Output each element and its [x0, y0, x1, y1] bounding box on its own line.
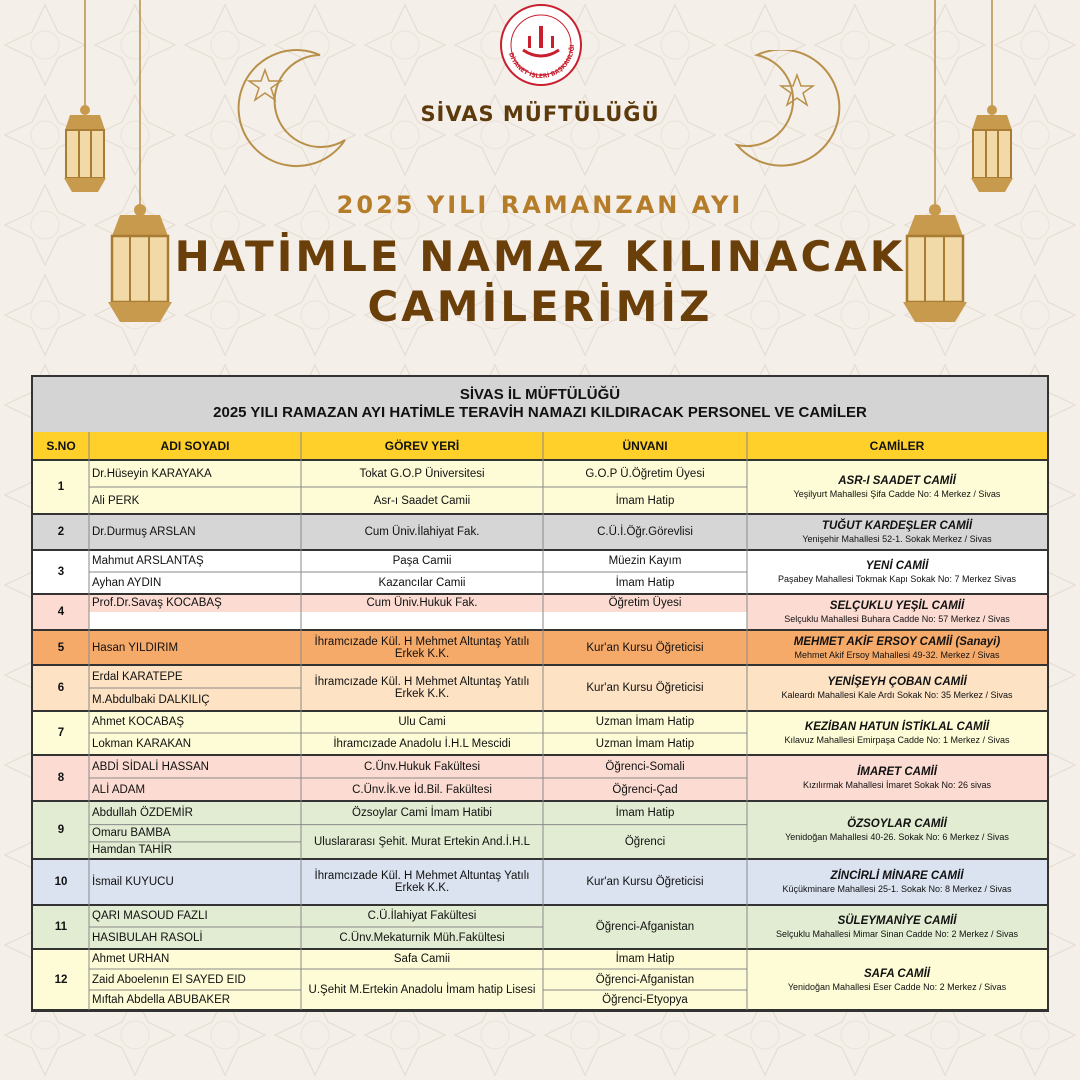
duty-place: Kazancılar Camii — [301, 572, 543, 594]
person-name: Prof.Dr.Savaş KOCABAŞ — [89, 594, 301, 612]
mosque-name: KEZİBAN HATUN İSTİKLAL CAMİİ — [804, 721, 990, 733]
diyanet-logo — [498, 2, 584, 88]
header-mosques: CAMİLER — [747, 432, 1047, 460]
duty-place: C.Ü.İlahiyat Fakültesi — [301, 905, 543, 927]
duty-place: Cum Üniv.İlahiyat Fak. — [301, 514, 543, 550]
job-title: Öğretim Üyesi — [543, 594, 747, 612]
job-title: İmam Hatip — [543, 487, 747, 514]
page-title-line-2: CAMİLERİMİZ — [367, 282, 713, 331]
mosque-cell — [747, 630, 1047, 665]
duty-place: C.Ünv.Hukuk Fakültesi — [301, 755, 543, 778]
mosque-address: Paşabey Mahallesi Tokmak Kapı Sokak No: 7 Merkez Sivas — [778, 574, 1016, 584]
person-name: Ahmet KOCABAŞ — [89, 711, 301, 733]
person-name: Zaid Aboelenın El SAYED EID — [89, 969, 301, 990]
mosque-name: MEHMET AKİF ERSOY CAMİİ (Sanayi) — [793, 635, 1001, 648]
subtitle: 2025 YILI RAMANZAN AYI — [336, 191, 744, 219]
row-number: 8 — [33, 755, 89, 801]
header-place: GÖREV YERİ — [301, 432, 543, 460]
mosque-cell — [747, 711, 1047, 755]
page-title-line-1: HATİMLE NAMAZ KILINACAK — [174, 232, 906, 281]
job-title: Uzman İmam Hatip — [543, 711, 747, 733]
job-title: C.Ü.İ.Öğr.Görevlisi — [543, 514, 747, 550]
row-number: 5 — [33, 630, 89, 665]
mosque-name: YENİŞEYH ÇOBAN CAMİİ — [827, 676, 967, 688]
mosque-cell — [747, 514, 1047, 550]
duty-place: İhramcızade Kül. H Mehmet Altuntaş Yatılı Erkek K.K. — [301, 630, 543, 665]
person-name: Lokman KARAKAN — [89, 733, 301, 755]
mosque-name: TUĞUT KARDEŞLER CAMİİ — [821, 520, 973, 532]
header-sno: S.NO — [33, 432, 89, 460]
person-name: HASIBULAH RASOLİ — [89, 927, 301, 949]
duty-place: Paşa Camii — [301, 550, 543, 572]
mosque-address: Kılavuz Mahallesi Emirpaşa Cadde No: 1 Merkez / Sivas — [784, 735, 1010, 745]
job-title: Öğrenci-Afganistan — [543, 905, 747, 949]
person-name: Dr.Durmuş ARSLAN — [89, 514, 301, 550]
svg-text:DİYANET İŞLERİ BAŞKANLIĞI: DİYANET İŞLERİ BAŞKANLIĞI — [507, 44, 577, 81]
duty-place: İhramcızade Anadolu İ.H.L Mescidi — [301, 733, 543, 755]
person-name: Hasan YILDIRIM — [89, 630, 301, 665]
table-title-line-2: 2025 YILI RAMAZAN AYI HATİMLE TERAVİH NAMAZI KILDIRACAK PERSONEL VE CAMİLER — [213, 404, 867, 421]
mosque-name: ASR-I SAADET CAMİİ — [838, 475, 956, 487]
mosque-name: ÖZSOYLAR CAMİİ — [847, 818, 947, 830]
mosque-cell — [747, 594, 1047, 630]
mosque-address: Selçuklu Mahallesi Mimar Sinan Cadde No: 2 Merkez / Sivas — [775, 929, 1019, 939]
row-number: 4 — [33, 594, 89, 630]
mosque-cell — [747, 949, 1047, 1010]
mosque-address: Yenidoğan Mahallesi Eser Cadde No: 2 Merkez / Sivas — [787, 981, 1007, 992]
duty-place: İhramcızade Kül. H Mehmet Altuntaş Yatılı Erkek K.K. — [301, 859, 543, 905]
person-name: M.Abdulbaki DALKILIÇ — [89, 688, 301, 711]
job-title: Öğrenci-Etyopya — [543, 990, 747, 1010]
duty-place: Özsoylar Cami İmam Hatibi — [301, 801, 543, 825]
person-name: İsmail KUYUCU — [89, 859, 301, 905]
mosque-address: Selçuklu Mahallesi Buhara Cadde No: 57 Merkez / Sivas — [784, 614, 1010, 624]
header-name: ADI SOYADI — [89, 432, 301, 460]
job-title: Öğrenci-Somali — [543, 755, 747, 778]
mosque-address: Kızılırmak Mahallesi İmaret Sokak No: 26 sivas — [802, 780, 992, 790]
job-title: Öğrenci-Çad — [543, 778, 747, 801]
header-title: ÜNVANI — [543, 432, 747, 460]
row-number: 10 — [33, 859, 89, 905]
person-name: Abdullah ÖZDEMİR — [89, 801, 301, 825]
person-name: Erdal KARATEPE — [89, 665, 301, 688]
job-title: İmam Hatip — [543, 572, 747, 594]
duty-place: Asr-ı Saadet Camii — [301, 487, 543, 514]
job-title: Müezin Kayım — [543, 550, 747, 572]
person-name: Dr.Hüseyin KARAYAKA — [89, 460, 301, 487]
job-title: Kur'an Kursu Öğreticisi — [543, 630, 747, 665]
job-title: Öğrenci-Afganistan — [543, 969, 747, 990]
job-title: Kur'an Kursu Öğreticisi — [543, 665, 747, 711]
row-number: 12 — [33, 949, 89, 1010]
mosque-name: ZİNCİRLİ MİNARE CAMİİ — [830, 870, 964, 882]
person-name: Mıftah Abdella ABUBAKER — [89, 990, 301, 1010]
mosque-cell — [747, 755, 1047, 801]
duty-place: İhramcızade Kül. H Mehmet Altuntaş Yatılı Erkek K.K. — [301, 665, 543, 711]
row-number: 6 — [33, 665, 89, 711]
mosque-name: SAFA CAMİİ — [863, 967, 931, 980]
mosque-name: YENİ CAMİİ — [865, 560, 929, 572]
job-title: Uzman İmam Hatip — [543, 733, 747, 755]
duty-place: Safa Camii — [301, 949, 543, 969]
mosque-address: Küçükminare Mahallesi 25-1. Sokak No: 8 Merkez / Sivas — [782, 884, 1012, 894]
personnel-table — [31, 375, 1049, 1012]
job-title: İmam Hatip — [543, 949, 747, 969]
job-title: İmam Hatip — [543, 801, 747, 825]
duty-place: Uluslararası Şehit. Murat Ertekin And.İ.H.L — [301, 825, 543, 859]
table-title — [33, 377, 1047, 434]
mosque-name: İMARET CAMİİ — [857, 766, 937, 778]
row-number: 7 — [33, 711, 89, 755]
mosque-cell — [747, 665, 1047, 711]
duty-place: Ulu Cami — [301, 711, 543, 733]
duty-place: C.Ünv.İk.ve İd.Bil. Fakültesi — [301, 778, 543, 801]
person-name: QARI MASOUD FAZLI — [89, 905, 301, 927]
person-name: Ahmet URHAN — [89, 949, 301, 969]
person-name: Ali PERK — [89, 487, 301, 514]
mosque-address: Kaleardı Mahallesi Kale Ardı Sokak No: 35 Merkez / Sivas — [781, 690, 1013, 700]
mosque-address: Yenişehir Mahallesi 52-1. Sokak Merkez / Sivas — [802, 534, 992, 544]
mosque-name: SELÇUKLU YEŞİL CAMİİ — [829, 600, 965, 612]
table-title-line-1: SİVAS İL MÜFTÜLÜĞÜ — [459, 386, 621, 403]
person-name: Omaru BAMBA — [89, 825, 301, 842]
mosque-address: Yeşilyurt Mahallesi Şifa Cadde No: 4 Merkez / Sivas — [793, 489, 1001, 499]
organization-name: SİVAS MÜFTÜLÜĞÜ — [420, 102, 660, 126]
row-number: 11 — [33, 905, 89, 949]
duty-place: Cum Üniv.Hukuk Fak. — [301, 594, 543, 612]
person-name: ABDİ SİDALİ HASSAN — [89, 755, 301, 778]
duty-place: U.Şehit M.Ertekin Anadolu İmam hatip Lisesi — [301, 969, 543, 1010]
job-title: Kur'an Kursu Öğreticisi — [543, 859, 747, 905]
mosque-address: Yenidoğan Mahallesi 40-26. Sokak No: 6 Merkez / Sivas — [785, 832, 1009, 842]
job-title: Öğrenci — [543, 825, 747, 859]
header — [0, 0, 1080, 370]
duty-place: Tokat G.O.P Üniversitesi — [301, 460, 543, 487]
job-title: G.O.P Ü.Öğretim Üyesi — [543, 460, 747, 487]
person-name: Hamdan TAHİR — [89, 842, 301, 859]
mosque-cell — [747, 550, 1047, 594]
person-name: ALİ ADAM — [89, 778, 301, 801]
mosque-cell — [747, 905, 1047, 949]
row-number: 9 — [33, 801, 89, 859]
row-number: 2 — [33, 514, 89, 550]
person-name: Mahmut ARSLANTAŞ — [89, 550, 301, 572]
person-name: Ayhan AYDIN — [89, 572, 301, 594]
mosque-cell — [747, 460, 1047, 514]
mosque-cell — [747, 859, 1047, 905]
mosque-cell — [747, 801, 1047, 859]
mosque-address: Mehmet Akif Ersoy Mahallesi 49-32. Merkez / Sivas — [794, 649, 1000, 660]
duty-place: C.Ünv.Mekaturnik Müh.Fakültesi — [301, 927, 543, 949]
row-number: 1 — [33, 460, 89, 514]
mosque-name: SÜLEYMANİYE CAMİİ — [837, 915, 957, 927]
row-number: 3 — [33, 550, 89, 594]
